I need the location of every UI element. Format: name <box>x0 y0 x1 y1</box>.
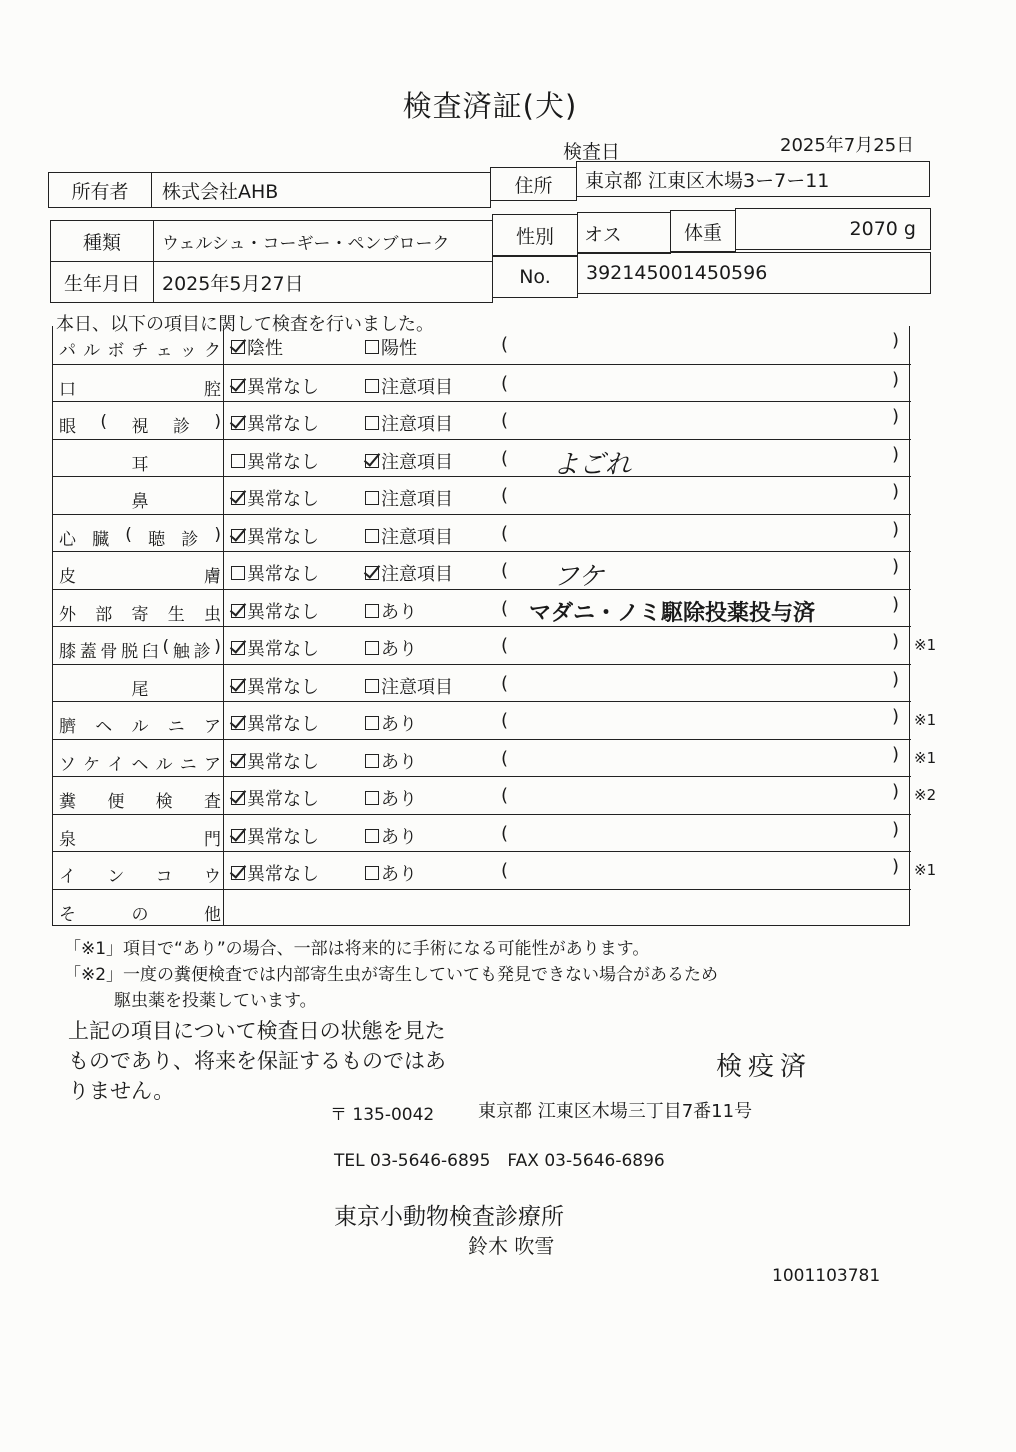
remarks-open-paren: ( <box>501 822 509 844</box>
checklist-row <box>53 401 911 439</box>
checkbox-icon[interactable] <box>365 754 379 768</box>
weight-label-cell <box>670 210 736 252</box>
checkbox-icon[interactable] <box>365 491 379 505</box>
checklist-option-label: 異常なし <box>247 826 319 848</box>
checklist-option[interactable] <box>231 673 319 699</box>
column-divider <box>223 852 224 889</box>
checklist-option-label: あり <box>381 639 417 660</box>
checklist-item-label: ソ ケ イ ヘ ル ニ ア <box>59 754 221 775</box>
checklist-option-label: 異常なし <box>247 489 319 510</box>
weight-value: 2070 g <box>849 218 916 240</box>
checked-checkbox-icon[interactable] <box>231 604 245 618</box>
footnote-mark: ※1 <box>914 636 937 654</box>
remarks-close-paren: ) <box>891 406 899 427</box>
checklist-option-label: あり <box>381 714 417 735</box>
checklist-table <box>52 326 910 926</box>
column-divider <box>223 326 224 364</box>
checklist-option-label: 異常なし <box>247 564 319 585</box>
checklist-option[interactable] <box>231 635 319 661</box>
serial-number: 1001103781 <box>772 1266 881 1286</box>
checklist-option[interactable] <box>365 860 417 886</box>
column-divider <box>223 402 224 439</box>
address-cell <box>576 161 930 197</box>
dob-label: 生年月日 <box>63 272 140 295</box>
remarks-text: マダニ・ノミ駆除投薬投与済 <box>529 600 816 626</box>
remarks-close-paren: ) <box>891 443 899 465</box>
checklist-option-label: 注意項目 <box>381 564 453 585</box>
footnote-mark: ※1 <box>914 711 937 729</box>
quarantine-stamp: 検疫済 <box>716 1052 813 1082</box>
checklist-option-label: 異常なし <box>247 676 319 698</box>
checklist-row <box>53 626 911 664</box>
column-divider <box>223 627 224 664</box>
column-divider <box>223 477 224 514</box>
checklist-option[interactable] <box>365 560 453 586</box>
checklist-item-label: 膝 蓋 骨 脱 臼 ( 触 診 ) <box>59 637 221 662</box>
intro-text: 本日、以下の項目に関して検査を行いました。 <box>56 314 434 335</box>
checked-checkbox-icon[interactable] <box>365 454 379 468</box>
checklist-option[interactable] <box>231 523 319 549</box>
checklist-option[interactable] <box>365 523 453 549</box>
checklist-item-label: 尾 <box>131 679 149 700</box>
remarks-close-paren: ) <box>891 668 899 690</box>
column-divider <box>223 702 224 739</box>
column-divider <box>223 365 224 402</box>
checked-checkbox-icon[interactable] <box>231 340 245 354</box>
checklist-item-label: パ ル ボ チ ェ ッ ク <box>59 341 221 361</box>
checklist-option[interactable] <box>365 448 453 474</box>
breed-value: ウェルシュ・コーギー・ペンブローク <box>162 233 450 254</box>
remarks-open-paren: ( <box>501 372 509 394</box>
checklist-option[interactable] <box>231 860 319 886</box>
checklist-option[interactable] <box>365 598 417 624</box>
checkbox-icon[interactable] <box>231 454 245 468</box>
remarks-close-paren: ) <box>891 330 899 351</box>
disclaimer: 上記の項目について検査日の状態を見たものであり、将来を保証するものではありません。 <box>68 1019 446 1103</box>
checklist-option-label: あり <box>381 826 417 848</box>
document-title: 検査済証(犬) <box>402 89 578 123</box>
checklist-row-other <box>53 889 911 927</box>
remarks-close-paren: ) <box>891 781 899 802</box>
remarks-close-paren: ) <box>891 518 899 540</box>
checklist-option[interactable] <box>231 485 319 511</box>
owner-label-cell <box>48 172 152 208</box>
checkbox-icon[interactable] <box>231 566 245 580</box>
checklist-item-label: 鼻 <box>131 492 149 512</box>
remarks-close-paren: ) <box>891 481 899 502</box>
remarks-open-paren: ( <box>501 747 509 769</box>
checklist-option-label: 異常なし <box>247 376 319 398</box>
checklist-option-label: 異常なし <box>247 601 319 623</box>
checklist-option[interactable] <box>231 448 319 474</box>
checklist-option-label: 異常なし <box>247 526 319 548</box>
checkbox-icon[interactable] <box>365 529 379 543</box>
remarks-open-paren: ( <box>501 597 509 619</box>
checklist-option[interactable] <box>365 785 417 811</box>
remarks-open-paren: ( <box>501 672 509 694</box>
checked-checkbox-icon[interactable] <box>231 491 245 505</box>
remarks-text: よごれ <box>553 449 632 480</box>
checklist-option-label: 注意項目 <box>381 676 453 698</box>
checked-checkbox-icon[interactable] <box>231 529 245 543</box>
remarks-close-paren: ) <box>891 743 899 765</box>
weight-label: 体重 <box>683 221 722 244</box>
column-divider <box>223 890 224 927</box>
checkbox-icon[interactable] <box>365 340 379 354</box>
dob-label-cell <box>50 261 154 303</box>
checklist-option[interactable] <box>365 485 453 511</box>
sex-cell <box>577 212 671 254</box>
checkbox-icon[interactable] <box>365 679 379 693</box>
checklist-option-label: 異常なし <box>247 714 319 735</box>
checklist-row <box>53 739 911 777</box>
inspection-date-label: 検査日 <box>563 141 621 163</box>
no-label-cell <box>492 256 578 298</box>
remarks-open-paren: ( <box>501 560 509 581</box>
checklist-item-label: 心 臓 ( 聴 診 ) <box>59 524 221 550</box>
remarks-close-paren: ) <box>891 556 899 577</box>
footnote-2-cont: 駆虫薬を投薬しています。 <box>114 991 317 1011</box>
address-label-cell <box>490 167 577 201</box>
checklist-option-label: 異常なし <box>247 414 319 435</box>
checklist-option[interactable] <box>365 635 417 661</box>
remarks-close-paren: ) <box>891 856 899 877</box>
checklist-item-label: 泉 門 <box>59 829 221 850</box>
column-divider <box>223 740 224 777</box>
checked-checkbox-icon[interactable] <box>231 791 245 805</box>
checklist-row <box>53 851 911 889</box>
no-label: No. <box>519 266 551 288</box>
checklist-option-label: あり <box>381 864 417 885</box>
checklist-row <box>53 476 911 514</box>
owner-label: 所有者 <box>71 180 129 203</box>
checklist-option-label: あり <box>381 789 417 810</box>
postal-code: 〒 135-0042 <box>330 1105 435 1125</box>
checklist-row <box>53 551 911 592</box>
checkbox-icon[interactable] <box>365 641 379 655</box>
checklist-row <box>53 364 911 402</box>
checklist-option-label: 異常なし <box>247 751 319 773</box>
checklist-option[interactable] <box>231 748 319 774</box>
breed-label: 種類 <box>82 231 121 254</box>
checklist-option-label: 異常なし <box>247 789 319 810</box>
checkbox-icon[interactable] <box>365 379 379 393</box>
checkbox-icon[interactable] <box>365 829 379 843</box>
checklist-option[interactable] <box>365 823 417 849</box>
checked-checkbox-icon[interactable] <box>231 679 245 693</box>
remarks-close-paren: ) <box>891 631 899 652</box>
checklist-option[interactable] <box>231 710 319 736</box>
checklist-item-label: 臍 ヘ ル ニ ア <box>59 717 221 737</box>
checklist-item-label: 口 腔 <box>59 379 221 400</box>
remarks-close-paren: ) <box>891 593 899 615</box>
checklist-row <box>53 326 911 364</box>
checkbox-icon[interactable] <box>365 604 379 618</box>
remarks-open-paren: ( <box>501 522 509 544</box>
address-label: 住所 <box>514 174 553 197</box>
remarks-close-paren: ) <box>891 368 899 390</box>
checklist-option[interactable] <box>231 410 319 436</box>
owner-value: 株式会社AHB <box>162 180 279 203</box>
checklist-option-label: 陰性 <box>247 338 283 359</box>
checklist-option-label: あり <box>381 751 417 773</box>
remarks-close-paren: ) <box>891 818 899 840</box>
column-divider <box>223 815 224 852</box>
dob-value: 2025年5月27日 <box>162 272 304 295</box>
checked-checkbox-icon[interactable] <box>231 866 245 880</box>
dob-cell <box>153 261 493 303</box>
clinic-name: 東京小動物検査診療所 <box>334 1204 564 1230</box>
sex-label-cell <box>492 214 578 256</box>
checklist-option-label: 注意項目 <box>381 526 453 548</box>
checked-checkbox-icon[interactable] <box>365 566 379 580</box>
checklist-row <box>53 776 911 814</box>
checkbox-icon[interactable] <box>365 791 379 805</box>
checklist-option[interactable] <box>365 373 453 399</box>
clinic-address: 東京都 江東区木場三丁目7番11号 <box>478 1101 753 1122</box>
remarks-open-paren: ( <box>501 785 509 806</box>
checklist-option-label: 異常なし <box>247 639 319 660</box>
checklist-option-label: 注意項目 <box>381 489 453 510</box>
checklist-option[interactable] <box>365 710 417 736</box>
checklist-option-label: 注意項目 <box>381 451 453 473</box>
owner-cell <box>151 172 491 208</box>
weight-cell <box>735 208 931 250</box>
checklist-item-label: イ ン コ ウ <box>59 867 221 887</box>
checklist-option-label: 陽性 <box>381 338 417 359</box>
checklist-option-label: 異常なし <box>247 864 319 885</box>
remarks-open-paren: ( <box>501 410 509 431</box>
checklist-option[interactable] <box>231 785 319 811</box>
footnote-2: 「※2」一度の糞便検査では内部寄生虫が寄生していても発見できない場合があるため <box>64 965 719 985</box>
remarks-open-paren: ( <box>501 485 509 506</box>
remarks-open-paren: ( <box>501 635 509 656</box>
footnote-1: 「※1」項目で“あり”の場合、一部は将来的に手術になる可能性があります。 <box>64 939 650 959</box>
checked-checkbox-icon[interactable] <box>231 416 245 430</box>
checklist-row <box>53 589 911 627</box>
remarks-open-paren: ( <box>501 710 509 731</box>
checklist-row <box>53 664 911 702</box>
checklist-option[interactable] <box>231 598 319 624</box>
no-value: 392145001450596 <box>586 262 768 284</box>
sex-label: 性別 <box>515 225 554 248</box>
checked-checkbox-icon[interactable] <box>231 641 245 655</box>
breed-label-cell <box>50 220 154 262</box>
checklist-option-label: 注意項目 <box>381 376 453 398</box>
checklist-row <box>53 514 911 552</box>
tel-fax: TEL 03-5646-6895 FAX 03-5646-6896 <box>334 1151 665 1171</box>
checklist-item-label: 耳 <box>131 454 149 475</box>
checklist-item-label: 糞 便 検 査 <box>59 792 221 812</box>
sex-value: オス <box>584 223 622 246</box>
checked-checkbox-icon[interactable] <box>231 716 245 730</box>
footnote-mark: ※1 <box>914 861 937 879</box>
checklist-option-label: 注意項目 <box>381 414 453 435</box>
column-divider <box>223 665 224 702</box>
checklist-option[interactable] <box>365 748 417 774</box>
checklist-row <box>53 814 911 852</box>
checkbox-icon[interactable] <box>365 416 379 430</box>
column-divider <box>223 590 224 627</box>
checklist-option-label: 異常なし <box>247 451 319 473</box>
address-value: 東京都 江東区木場3ー7ー11 <box>585 169 830 192</box>
inspection-date: 2025年7月25日 <box>780 135 915 156</box>
checkbox-icon[interactable] <box>365 866 379 880</box>
checklist-option[interactable] <box>231 373 319 399</box>
checklist-option[interactable] <box>231 560 319 586</box>
other-label: そ の 他 <box>59 904 221 925</box>
checked-checkbox-icon[interactable] <box>231 754 245 768</box>
checklist-option[interactable] <box>231 334 283 360</box>
vet-name: 鈴木 吹雪 <box>468 1234 555 1258</box>
remarks-text: フケ <box>553 562 605 592</box>
column-divider <box>223 440 224 477</box>
remarks-open-paren: ( <box>501 447 509 469</box>
checklist-option[interactable] <box>365 673 453 699</box>
checklist-option-label: あり <box>381 601 417 623</box>
footnote-mark: ※2 <box>914 786 937 804</box>
checklist-option[interactable] <box>365 410 453 436</box>
checked-checkbox-icon[interactable] <box>231 379 245 393</box>
remarks-close-paren: ) <box>891 706 899 727</box>
checked-checkbox-icon[interactable] <box>231 829 245 843</box>
checklist-option[interactable] <box>365 334 417 360</box>
column-divider <box>223 552 224 589</box>
remarks-open-paren: ( <box>501 860 509 881</box>
column-divider <box>223 515 224 552</box>
no-cell <box>577 252 931 294</box>
footnote-mark: ※1 <box>914 748 937 767</box>
checklist-row <box>53 439 911 480</box>
checklist-item-label: 皮 膚 <box>59 567 221 587</box>
checklist-item-label: 眼 ( 視 診 ) <box>59 412 221 437</box>
checklist-item-label: 外 部 寄 生 虫 <box>59 604 221 625</box>
checklist-row <box>53 701 911 739</box>
checklist-option[interactable] <box>231 823 319 849</box>
checkbox-icon[interactable] <box>365 716 379 730</box>
breed-cell <box>153 220 493 262</box>
remarks-open-paren: ( <box>501 334 509 355</box>
column-divider <box>223 777 224 814</box>
